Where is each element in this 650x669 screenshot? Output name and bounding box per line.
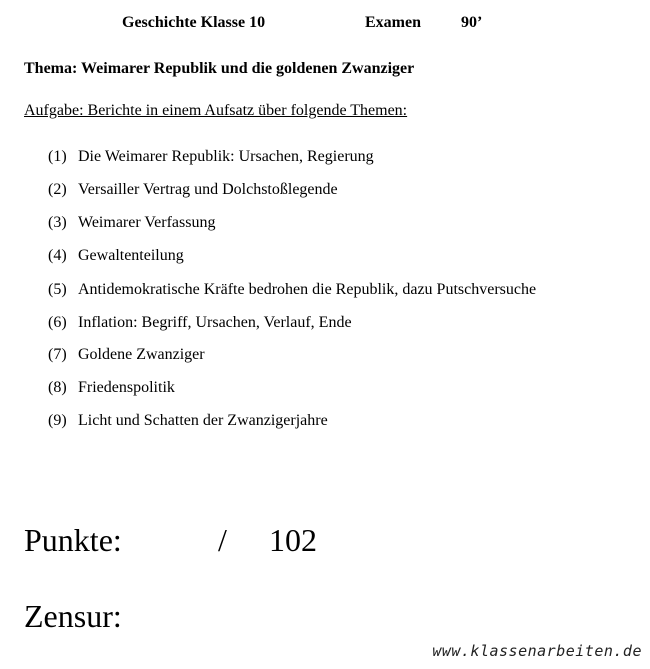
item-text: Gewaltenteilung xyxy=(78,247,184,264)
list-item xyxy=(48,314,352,334)
item-text: Inflation: Begriff, Ursachen, Verlauf, Ende xyxy=(78,314,352,331)
exam-type: Examen xyxy=(365,14,421,31)
list-item xyxy=(48,247,184,267)
item-number: (9) xyxy=(48,412,67,429)
watermark: www.klassenarbeiten.de xyxy=(432,642,642,660)
item-text: Licht und Schatten der Zwanzigerjahre xyxy=(78,412,328,429)
item-number: (4) xyxy=(48,247,67,264)
list-item xyxy=(48,148,374,168)
grade-label: Zensur: xyxy=(24,598,122,634)
list-item xyxy=(48,379,175,399)
item-number: (2) xyxy=(48,181,67,198)
list-item xyxy=(48,181,338,201)
exam-duration: 90’ xyxy=(461,14,483,31)
item-number: (8) xyxy=(48,379,67,396)
item-text: Weimarer Verfassung xyxy=(78,214,216,231)
score-separator: / xyxy=(218,522,227,558)
score-label: Punkte: xyxy=(24,522,122,558)
list-item xyxy=(48,214,215,234)
score-max: 102 xyxy=(269,522,317,558)
item-text: Goldene Zwanziger xyxy=(78,346,205,363)
exam-subject: Geschichte Klasse 10 xyxy=(122,14,266,31)
item-text: Friedenspolitik xyxy=(78,379,175,396)
item-number: (6) xyxy=(48,314,67,331)
item-text: Die Weimarer Republik: Ursachen, Regierung xyxy=(78,148,374,165)
exam-task: Aufgabe: Berichte in einem Aufsatz über folgende Themen: xyxy=(24,102,408,119)
list-item xyxy=(48,346,205,366)
exam-topic: Thema: Weimarer Republik und die goldenen Zwanziger xyxy=(24,60,415,77)
list-item xyxy=(48,412,328,432)
item-text: Versailler Vertrag und Dolchstoßlegende xyxy=(78,181,338,198)
list-item xyxy=(48,281,536,301)
item-number: (5) xyxy=(48,281,67,298)
item-number: (7) xyxy=(48,346,67,363)
item-number: (1) xyxy=(48,148,67,165)
item-text: Antidemokratische Kräfte bedrohen die Republik, dazu Putschversuche xyxy=(78,281,537,298)
item-number: (3) xyxy=(48,214,67,231)
